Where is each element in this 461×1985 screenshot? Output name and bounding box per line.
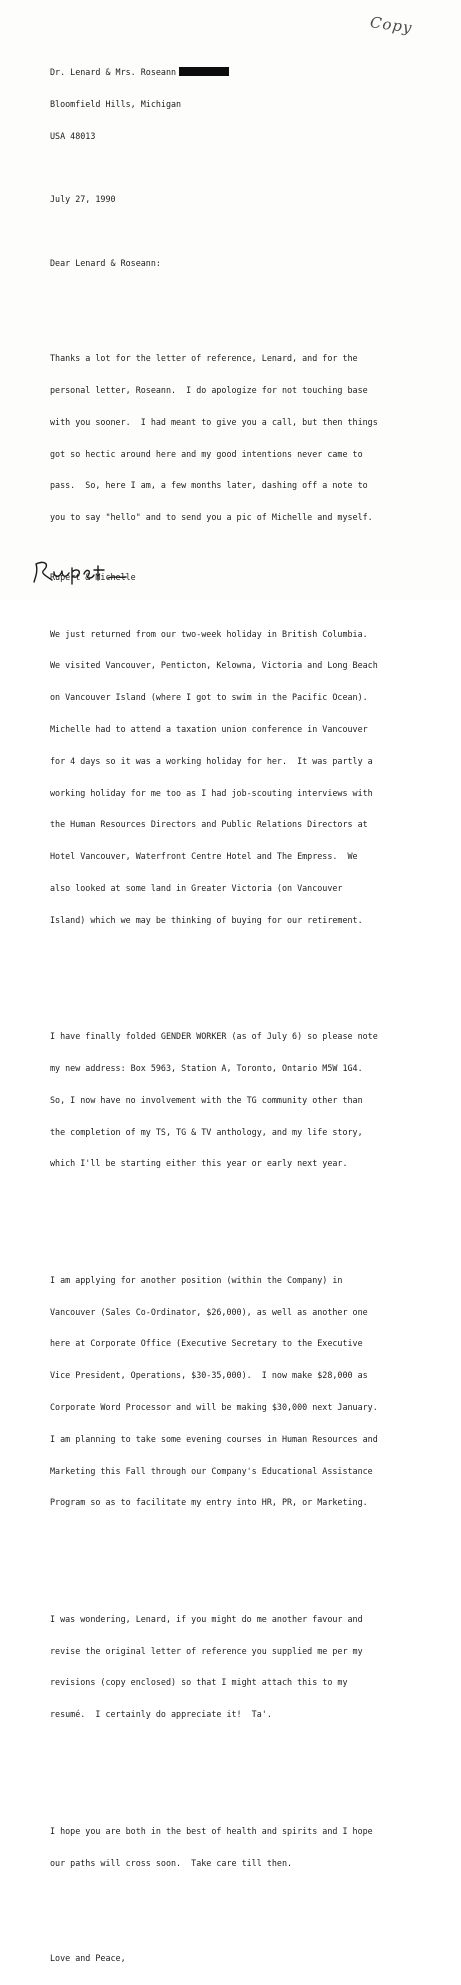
paragraph-line: working holiday for me too as I had job-scouting interviews with	[50, 787, 373, 798]
paragraph-line: on Vancouver Island (where I got to swim in the Pacific Ocean).	[50, 692, 368, 703]
paragraph-line: revisions (copy enclosed) so that I might attach this to my	[50, 1677, 348, 1688]
paragraph-line: Program so as to facilitate my entry into HR, PR, or Marketing.	[50, 1497, 368, 1508]
paragraph-line: which I'll be starting either this year or early next year.	[50, 1158, 348, 1169]
paragraph-line: the completion of my TS, TG & TV anthology, and my life story,	[50, 1126, 363, 1137]
paragraph-2	[50, 607, 445, 946]
paragraph-line: here at Corporate Office (Executive Secretary to the Executive	[50, 1338, 363, 1349]
paragraph-line: I was wondering, Lenard, if you might do me another favour and	[50, 1613, 363, 1624]
paragraph-line: Vancouver (Sales Co-Ordinator, $26,000), as well as another one	[50, 1306, 368, 1317]
closing: Love and Peace,	[50, 1952, 126, 1963]
paragraph-line: you to say "hello" and to send you a pic of Michelle and myself.	[50, 512, 373, 523]
paragraph-line: We just returned from our two-week holiday in British Columbia.	[50, 628, 368, 639]
letter-date: July 27, 1990	[50, 194, 116, 205]
paragraph-4	[50, 1254, 445, 1529]
paragraph-line: revise the original letter of reference you supplied me per my	[50, 1645, 363, 1656]
paragraph-line: We visited Vancouver, Penticton, Kelowna, Victoria and Long Beach	[50, 660, 378, 671]
paragraph-line: personal letter, Roseann. I do apologize for not touching base	[50, 385, 368, 395]
paragraph-line: So, I now have no involvement with the TG community other than	[50, 1094, 363, 1105]
paragraph-line: I am planning to take some evening courses in Human Resources and	[50, 1433, 378, 1444]
letter-body	[50, 46, 445, 1985]
paragraph-1	[50, 332, 445, 544]
paragraph-line: Michelle had to attend a taxation union conference in Vancouver	[50, 724, 368, 734]
paragraph-5	[50, 1593, 445, 1741]
copy-annotation: Copy	[368, 13, 414, 37]
paragraph-line: pass. So, here I am, a few months later, dashing off a note to	[50, 480, 368, 491]
paragraph-line: with you sooner. I had meant to give you a call, but then things	[50, 416, 378, 427]
salutation: Dear Lenard & Roseann:	[50, 257, 161, 268]
paragraph-line: my new address: Box 5963, Station A, Toronto, Ontario M5W 1G4.	[50, 1063, 363, 1073]
paragraph-line: our paths will cross soon. Take care till then.	[50, 1857, 293, 1868]
paragraph-line: for 4 days so it was a working holiday for her. It was partly a	[50, 755, 373, 766]
paragraph-line: I have finally folded GENDER WORKER (as of July 6) so please note	[50, 1031, 378, 1042]
paragraph-line: Marketing this Fall through our Company's Educational Assistance	[50, 1465, 373, 1476]
paragraph-line: got so hectic around here and my good intentions never came to	[50, 448, 363, 459]
recipient-city: Bloomfield Hills, Michigan	[50, 98, 182, 109]
paragraph-line: I am applying for another position (within the Company) in	[50, 1274, 343, 1285]
paragraph-6	[50, 1805, 445, 1890]
paragraph-line: also looked at some land in Greater Victoria (on Vancouver	[50, 882, 343, 893]
paragraph-3	[50, 1010, 445, 1190]
paragraph-line: Thanks a lot for the letter of reference, Lenard, and for the	[50, 353, 358, 364]
recipient-name-line	[50, 67, 445, 78]
signature-block	[28, 556, 188, 590]
recipient-country: USA 48013	[50, 130, 96, 141]
paragraph-line: Corporate Word Processor and will be making $30,000 next January.	[50, 1402, 378, 1412]
typed-signature: Rupert & Michelle	[50, 572, 136, 582]
paragraph-line: Hotel Vancouver, Waterfront Centre Hotel and The Empress. We	[50, 851, 358, 862]
paragraph-line: the Human Resources Directors and Public Relations Directors at	[50, 819, 368, 830]
paragraph-line: I hope you are both in the best of health and spirits and I hope	[50, 1825, 373, 1836]
paragraph-line: Island) which we may be thinking of buying for our retirement.	[50, 914, 363, 925]
paragraph-line: Vice President, Operations, $30-35,000). I now make $28,000 as	[50, 1370, 368, 1381]
recipient-name: Dr. Lenard & Mrs. Roseann	[50, 67, 177, 78]
redacted-surname	[179, 67, 229, 76]
paragraph-line: resumé. I certainly do appreciate it! Ta'.	[50, 1709, 272, 1720]
